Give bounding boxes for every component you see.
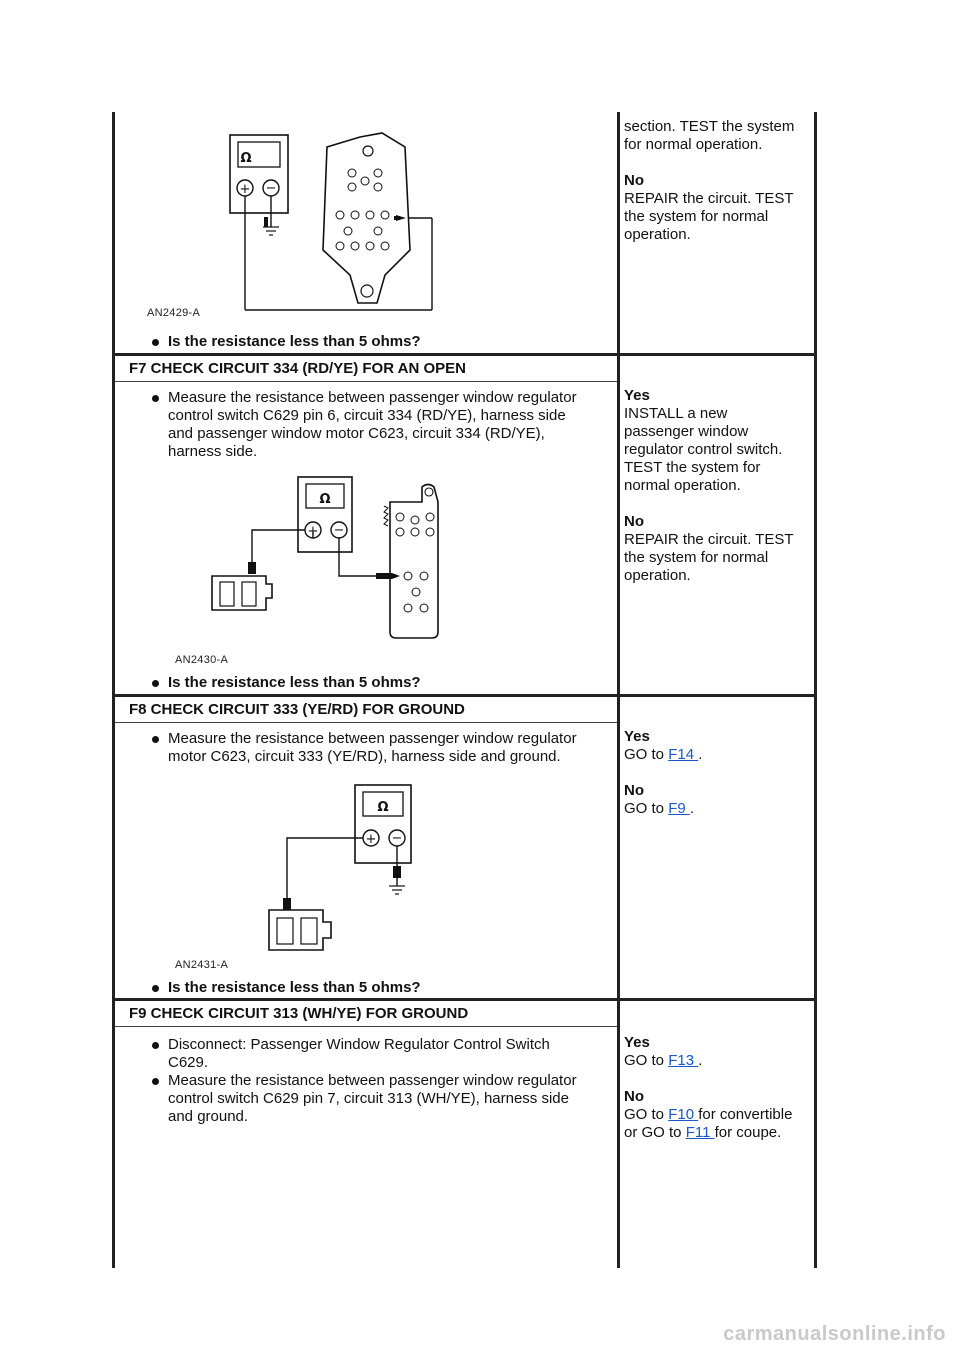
yes-text-f7-line-4: TEST the system for (624, 459, 761, 476)
yes-label-f9: Yes (624, 1034, 650, 1051)
link-f10[interactable]: F10 (668, 1106, 699, 1123)
no-label-f8: No (624, 782, 644, 799)
bullet-dot (152, 1042, 159, 1049)
step-title-f8: F8 CHECK CIRCUIT 333 (YE/RD) FOR GROUND (129, 701, 465, 718)
meter-ohm-symbol: Ω (240, 151, 252, 166)
no-text-f7-line-1: REPAIR the circuit. TEST (624, 531, 794, 548)
table-right-border (814, 112, 817, 1268)
bullet-dot (152, 1078, 159, 1085)
figure-label-an2431: AN2431-A (175, 959, 229, 971)
wiring-diagram-an2429 (220, 125, 450, 320)
watermark: carmanualsonline.info (723, 1323, 946, 1345)
step-title-underline-f7 (115, 381, 617, 382)
no-text-row-1-line-3: operation. (624, 226, 691, 243)
no-label-f9: No (624, 1088, 644, 1105)
yes-text-f7-line-5: normal operation. (624, 477, 741, 494)
meter-ohm-symbol: Ω (319, 492, 331, 507)
meter-plus: + (239, 182, 251, 197)
no-text-f8: GO to F9 . (624, 800, 695, 817)
no-text-f9-line-1: GO to F10 for convertible (624, 1106, 793, 1123)
row-divider-f9 (112, 998, 817, 1001)
meter-minus: − (265, 181, 277, 196)
row-divider-f8 (112, 694, 817, 697)
table-column-divider (617, 112, 620, 1268)
result-row-1-line-1: section. TEST the system (624, 118, 795, 135)
meter-plus: + (365, 832, 377, 847)
step-title-underline-f8 (115, 722, 617, 723)
link-f13[interactable]: F13 (668, 1052, 699, 1069)
figure-label-an2429: AN2429-A (147, 307, 201, 319)
step-title-underline-f9 (115, 1026, 617, 1027)
table-left-border (112, 112, 115, 1268)
row-divider-f7 (112, 353, 817, 356)
yes-text-f7-line-2: passenger window (624, 423, 749, 440)
no-text-f7-line-2: the system for normal (624, 549, 769, 566)
meter-minus: − (391, 831, 403, 846)
yes-label-f8: Yes (624, 728, 650, 745)
no-text-f9-line-2: or GO to F11 for coupe. (624, 1124, 782, 1141)
yes-text-f7-line-1: INSTALL a new (624, 405, 728, 422)
bullet-dot (152, 680, 159, 687)
bullet-dot (152, 395, 159, 402)
bullet-dot (152, 339, 159, 346)
figure-label-an2430: AN2430-A (175, 654, 229, 666)
yes-text-f8: GO to F14 . (624, 746, 703, 763)
bullet-dot (152, 736, 159, 743)
bullet-dot (152, 985, 159, 992)
link-f11[interactable]: F11 (685, 1124, 715, 1141)
wiring-diagram-an2431 (255, 780, 425, 960)
no-text-row-1-line-2: the system for normal (624, 208, 769, 225)
no-label-f7: No (624, 513, 644, 530)
yes-text-f9: GO to F13 . (624, 1052, 703, 1069)
meter-ohm-symbol: Ω (377, 800, 389, 815)
meter-plus: + (307, 524, 319, 539)
no-text-row-1-line-1: REPAIR the circuit. TEST (624, 190, 794, 207)
no-text-f7-line-3: operation. (624, 567, 691, 584)
link-f9[interactable]: F9 (668, 800, 690, 817)
wiring-diagram-an2430 (200, 472, 460, 642)
no-label-row-1: No (624, 172, 644, 189)
yes-label-f7: Yes (624, 387, 650, 404)
step-title-f9: F9 CHECK CIRCUIT 313 (WH/YE) FOR GROUND (129, 1005, 469, 1022)
link-f14[interactable]: F14 (668, 746, 699, 763)
step-title-f7: F7 CHECK CIRCUIT 334 (RD/YE) FOR AN OPEN (129, 360, 466, 377)
yes-text-f7-line-3: regulator control switch. (624, 441, 783, 458)
result-row-1-line-2: for normal operation. (624, 136, 763, 153)
meter-minus: − (333, 523, 345, 538)
